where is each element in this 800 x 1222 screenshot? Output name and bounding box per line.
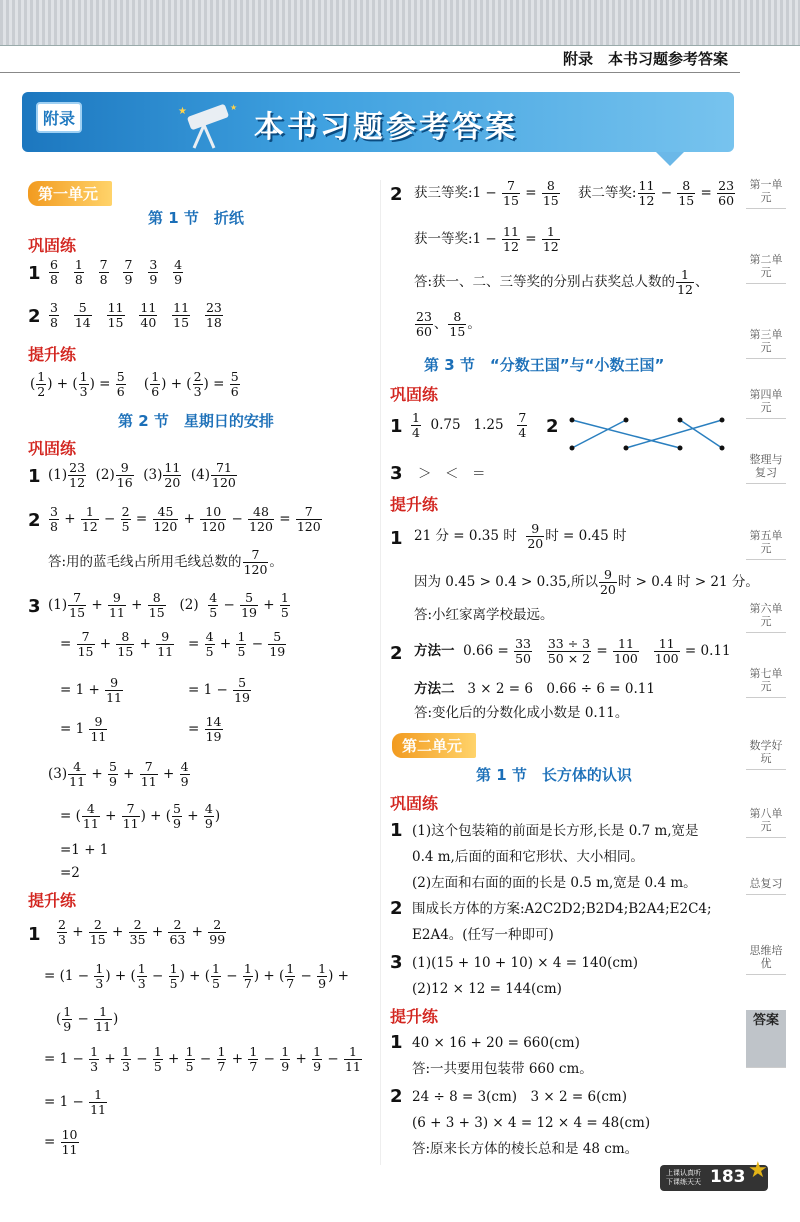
side-tab-final-review[interactable]: 总复习 bbox=[746, 873, 786, 895]
banner-notch bbox=[656, 152, 684, 166]
answer-line: = 1 $\frac{9}{11}$ bbox=[60, 714, 107, 744]
answer-line: (3) $\frac{4}{11}$ + $\frac{5}{9}$ + $\frac{7}{11}$ + $\frac{4}{9}$ bbox=[48, 759, 189, 789]
answer-line: (6 + 3 + 3) × 4 = 12 × 4 = 48(cm) bbox=[412, 1115, 651, 1131]
side-tab-unit-6[interactable]: 第六单元 bbox=[746, 598, 786, 633]
side-tab-unit-2[interactable]: 第二单元 bbox=[746, 249, 786, 284]
section-title: 第 2 节 星期日的安排 bbox=[118, 412, 274, 430]
practice-label: 巩固练 bbox=[390, 385, 439, 404]
slogan-2: 下课练天天 bbox=[666, 1178, 701, 1186]
question-number: 1 bbox=[390, 416, 403, 437]
running-header: 附录 本书习题参考答案 bbox=[562, 50, 728, 68]
appendix-tag: 附录 bbox=[36, 102, 82, 133]
practice-label: 巩固练 bbox=[28, 439, 77, 458]
answer-line: 40 × 16 + 20 = 660(cm) bbox=[412, 1035, 580, 1051]
question-number: 1 bbox=[28, 263, 41, 284]
answer-line: $\frac{3}{8}$ $\frac{5}{14}$ $\frac{11}{15}$ $\frac{11}{40}$ $\frac{11}{15}$ $\frac{23}{18}$ bbox=[50, 300, 222, 330]
answer-line: 24 ÷ 8 = 3(cm) 3 × 2 = 6(cm) bbox=[412, 1089, 627, 1105]
title-banner bbox=[22, 92, 734, 152]
svg-text:★: ★ bbox=[230, 103, 238, 112]
answer-line: 围成长方体的方案:A2C2D2;B2D4;B2A4;E2C4; bbox=[412, 901, 712, 917]
matching-lines-diagram bbox=[566, 412, 728, 456]
star-icon: ★ bbox=[748, 1158, 768, 1183]
question-number: 2 bbox=[546, 416, 559, 437]
answer-line: ( $\frac{1}{2}$ ) + ( $\frac{1}{3}$ ) = $\frac{5}{6}$ ( $\frac{1}{6}$ ) + ( $\frac{2}{3}$ ) = $\frac{5}{6}$ bbox=[30, 369, 239, 399]
column-divider bbox=[380, 180, 381, 1165]
slogan-1: 上课认真听 bbox=[666, 1169, 701, 1177]
question-number: 1 bbox=[390, 820, 403, 841]
practice-label: 巩固练 bbox=[28, 236, 77, 255]
answer-line: 答:获一、二、三等奖的分别占获奖总人数的 $\frac{1}{12}$ 、 bbox=[414, 267, 709, 297]
practice-label: 提升练 bbox=[390, 495, 439, 514]
answer-line: = $\frac{10}{11}$ bbox=[44, 1127, 78, 1157]
answer-line: = (1 − $\frac{1}{3}$ ) + ( $\frac{1}{3}$ − $\frac{1}{5}$ ) + ( $\frac{1}{5}$ − $\frac{1}{7}$ ) + ( $\frac{1}{7}$ − $\frac{1}{9}$ ) + bbox=[44, 961, 349, 991]
answer-line: 答:用的蓝毛线占所用毛线总数的 $\frac{7}{120}$ 。 bbox=[48, 547, 283, 577]
answer-line: 方法二 3 × 2 = 6 0.66 ÷ 6 = 0.11 bbox=[414, 681, 655, 697]
answer-line: (1)这个包装箱的前面是长方形,长是 0.7 m,宽是 bbox=[412, 823, 699, 839]
side-tab-unit-4[interactable]: 第四单元 bbox=[746, 384, 786, 419]
answer-line: (2)左面和右面的面的长是 0.5 m,宽是 0.4 m。 bbox=[412, 875, 697, 891]
side-tab-thinking[interactable]: 思维培优 bbox=[746, 940, 786, 975]
question-number: 2 bbox=[28, 306, 41, 327]
section-title: 第 3 节 “分数王国”与“小数王国” bbox=[424, 356, 665, 374]
answer-line: 21 分 = 0.35 时 $\frac{9}{20}$ 时 = 0.45 时 bbox=[414, 521, 627, 551]
answer-line: $\frac{3}{8}$ + $\frac{1}{12}$ − $\frac{2}{5}$ = $\frac{45}{120}$ + $\frac{10}{120}$ − $\frac{48}{120}$ = $\frac{7}{120}$ bbox=[50, 504, 321, 534]
answer-line: ＞ ＜ ＝ bbox=[418, 466, 486, 482]
answer-line: E2A4。(任写一种即可) bbox=[412, 927, 554, 943]
answer-line: = $\frac{14}{19}$ bbox=[188, 714, 222, 744]
question-number: 3 bbox=[390, 952, 403, 973]
answer-line: = 1 − $\frac{5}{19}$ bbox=[188, 675, 250, 705]
side-tab-review[interactable]: 整理与复习 bbox=[746, 449, 786, 484]
answer-line: 答:变化后的分数化成小数是 0.11。 bbox=[414, 705, 629, 721]
answer-line: 答:原来长方体的棱长总和是 48 cm。 bbox=[412, 1141, 639, 1157]
answer-line: =2 bbox=[60, 865, 80, 881]
answer-line: 获一等奖:1 − $\frac{11}{12}$ = $\frac{1}{12}$ bbox=[414, 224, 559, 254]
answer-line: (1) $\frac{23}{12}$ (2) $\frac{9}{16}$ (3) $\frac{11}{20}$ (4) $\frac{71}{120}$ bbox=[48, 460, 236, 490]
side-tab-unit-5[interactable]: 第五单元 bbox=[746, 525, 786, 560]
practice-label: 巩固练 bbox=[390, 794, 439, 813]
answer-line: = 1 + $\frac{9}{11}$ bbox=[60, 675, 122, 705]
svg-text:★: ★ bbox=[178, 106, 187, 117]
question-number: 3 bbox=[28, 596, 41, 617]
answer-line: = 1 − $\frac{1}{3}$ + $\frac{1}{3}$ − $\frac{1}{5}$ + $\frac{1}{5}$ − $\frac{1}{7}$ + $\frac{1}{7}$ − $\frac{1}{9}$ + $\frac{1}{9}$ − $\frac{1}{11}$ bbox=[44, 1044, 361, 1074]
banner-title: 本书习题参考答案 bbox=[254, 110, 518, 145]
answer-line: = ( $\frac{4}{11}$ + $\frac{7}{11}$ ) + ( $\frac{5}{9}$ + $\frac{4}{9}$ ) bbox=[60, 801, 221, 831]
telescope-icon bbox=[170, 100, 240, 150]
practice-label: 提升练 bbox=[28, 891, 77, 910]
section-title: 第 1 节 长方体的认识 bbox=[476, 766, 632, 784]
question-number: 1 bbox=[28, 466, 41, 487]
side-tab-unit-3[interactable]: 第三单元 bbox=[746, 324, 786, 359]
question-number: 3 bbox=[390, 463, 403, 484]
answer-line: 因为 0.45 > 0.4 > 0.35,所以 $\frac{9}{20}$ 时 > 0.4 时 > 21 分。 bbox=[414, 567, 759, 597]
answer-line: 获三等奖:1 − $\frac{7}{15}$ = $\frac{8}{15}$ 获二等奖: $\frac{11}{12}$ − $\frac{8}{15}$ = $\frac{23}{60}$ bbox=[414, 178, 735, 208]
answer-line: = $\frac{4}{5}$ + $\frac{1}{5}$ − $\frac{5}{19}$ bbox=[188, 629, 286, 659]
question-number: 2 bbox=[390, 184, 403, 205]
practice-label: 提升练 bbox=[28, 345, 77, 364]
practice-label: 提升练 bbox=[390, 1007, 439, 1026]
answer-line: = 1 − $\frac{1}{11}$ bbox=[44, 1087, 106, 1117]
question-number: 2 bbox=[390, 643, 403, 664]
top-texture-bar bbox=[0, 0, 800, 46]
answer-line: $\frac{23}{60}$ 、 $\frac{8}{15}$ 。 bbox=[416, 309, 481, 339]
answer-line: 0.4 m,后面的面和它形状、大小相同。 bbox=[412, 849, 644, 865]
answer-line: 答:一共要用包装带 660 cm。 bbox=[412, 1061, 593, 1077]
question-number: 1 bbox=[390, 528, 403, 549]
question-number: 2 bbox=[28, 510, 41, 531]
answer-line: $\frac{1}{4}$ 0.75 1.25 $\frac{7}{4}$ bbox=[412, 410, 527, 440]
answer-line: (1) $\frac{7}{15}$ + $\frac{9}{11}$ + $\frac{8}{15}$ (2) $\frac{4}{5}$ − $\frac{5}{19}$ + $\frac{1}{5}$ bbox=[48, 590, 289, 620]
side-tab-unit-1[interactable]: 第一单元 bbox=[746, 174, 786, 209]
side-tab-math-fun[interactable]: 数学好玩 bbox=[746, 735, 786, 770]
question-number: 2 bbox=[390, 898, 403, 919]
header-rule bbox=[0, 72, 740, 73]
section-title: 第 1 节 折纸 bbox=[148, 209, 244, 227]
answer-line: =1 + 1 bbox=[60, 842, 109, 858]
page-number: 183 bbox=[710, 1167, 746, 1187]
answer-line: 方法一 0.66 = $\frac{33}{50}$ $\frac{33 \div 3}{50 \times 2}$ = $\frac{11}{100}$ $\frac{11}{100}$ = 0.11 bbox=[414, 636, 731, 666]
side-tab-answers[interactable]: 答案 bbox=[746, 1010, 786, 1068]
answer-line: 答:小红家离学校最远。 bbox=[414, 607, 554, 623]
question-number: 2 bbox=[390, 1086, 403, 1107]
answer-line: $\frac{6}{8}$ $\frac{1}{8}$ $\frac{7}{8}$ $\frac{7}{9}$ $\frac{3}{9}$ $\frac{4}{9}$ bbox=[50, 257, 183, 287]
side-tab-unit-7[interactable]: 第七单元 bbox=[746, 663, 786, 698]
unit-badge-2: 第二单元 bbox=[392, 733, 476, 758]
unit-badge-1: 第一单元 bbox=[28, 181, 112, 206]
side-tab-unit-8[interactable]: 第八单元 bbox=[746, 803, 786, 838]
question-number: 1 bbox=[28, 924, 41, 945]
answer-line: (2)12 × 12 = 144(cm) bbox=[412, 981, 562, 997]
answer-line: (1)(15 + 10 + 10) × 4 = 140(cm) bbox=[412, 955, 639, 971]
answer-line: $\frac{2}{3}$ + $\frac{2}{15}$ + $\frac{2}{35}$ + $\frac{2}{63}$ + $\frac{2}{99}$ bbox=[58, 917, 226, 947]
question-number: 1 bbox=[390, 1032, 403, 1053]
answer-line: = $\frac{7}{15}$ + $\frac{8}{15}$ + $\frac{9}{11}$ bbox=[60, 629, 174, 659]
answer-line: ( $\frac{1}{9}$ − $\frac{1}{11}$ ) bbox=[56, 1004, 119, 1034]
